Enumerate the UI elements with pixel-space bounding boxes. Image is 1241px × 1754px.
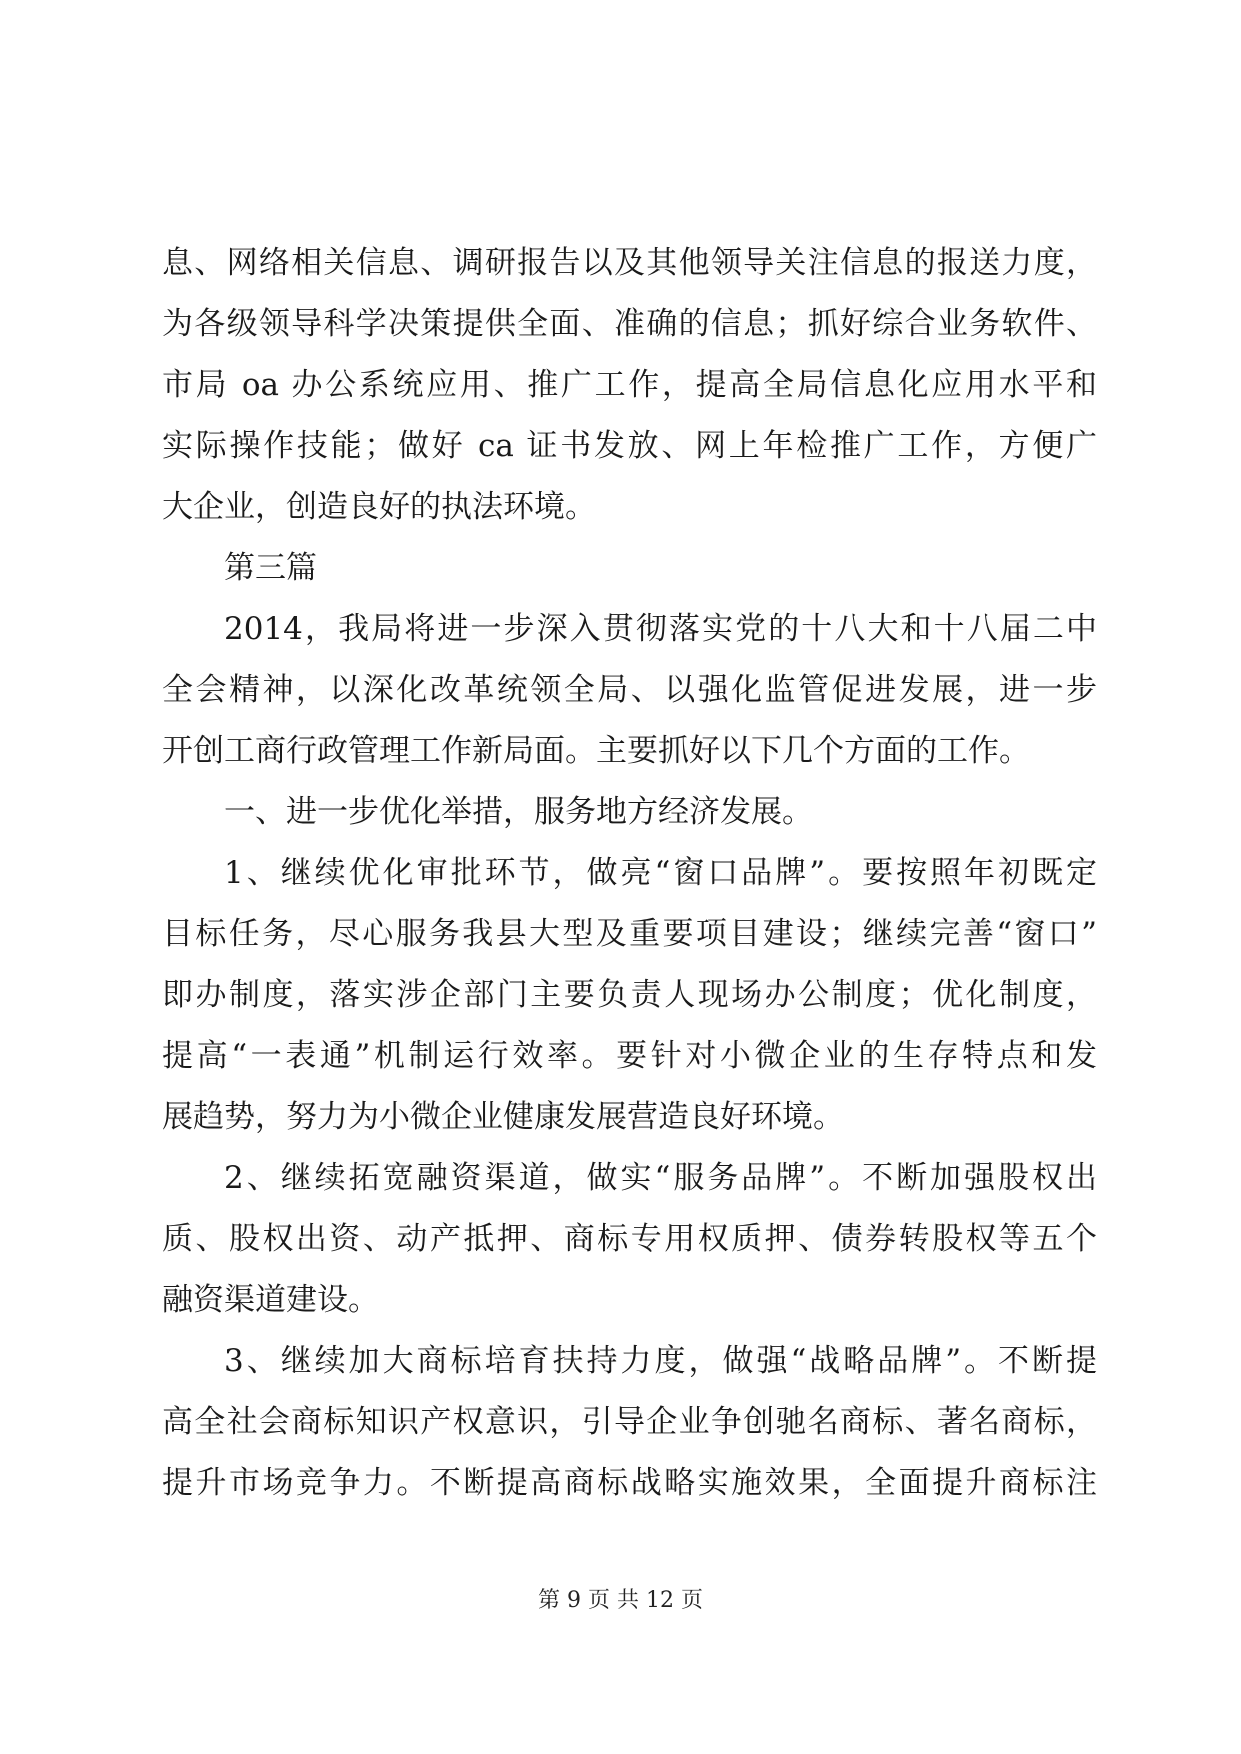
paragraph-line: 全会精神，以深化改革统领全局、以强化监管促进发展，进一步 <box>162 672 1097 708</box>
paragraph-line: 息、网络相关信息、调研报告以及其他领导关注信息的报送力度， <box>162 245 1097 281</box>
paragraph-line: 提高“一表通”机制运行效率。要针对小微企业的生存特点和发 <box>162 1038 1097 1074</box>
paragraph-line: 大企业，创造良好的执法环境。 <box>162 489 596 525</box>
paragraph-line: 1、继续优化审批环节，做亮“窗口品牌”。要按照年初既定 <box>224 855 1097 891</box>
paragraph-line: 实际操作技能；做好 ca 证书发放、网上年检推广工作，方便广 <box>162 428 1097 464</box>
section-heading: 第三篇 <box>224 550 317 586</box>
paragraph-line: 开创工商行政管理工作新局面。主要抓好以下几个方面的工作。 <box>162 733 1030 769</box>
body-text <box>162 233 1097 1514</box>
paragraph-line: 3、继续加大商标培育扶持力度，做强“战略品牌”。不断提 <box>224 1343 1097 1379</box>
page-footer: 第 9 页 共 12 页 <box>538 1588 703 1613</box>
paragraph-line: 融资渠道建设。 <box>162 1282 379 1318</box>
paragraph-line: 展趋势，努力为小微企业健康发展营造良好环境。 <box>162 1099 844 1135</box>
paragraph-line: 2014，我局将进一步深入贯彻落实党的十八大和十八届二中 <box>224 611 1097 647</box>
paragraph-line: 高全社会商标知识产权意识，引导企业争创驰名商标、著名商标， <box>162 1404 1097 1440</box>
paragraph-line: 为各级领导科学决策提供全面、准确的信息；抓好综合业务软件、 <box>162 306 1097 342</box>
paragraph-line: 提升市场竞争力。不断提高商标战略实施效果，全面提升商标注 <box>162 1465 1097 1501</box>
paragraph-line: 市局 oa 办公系统应用、推广工作，提高全局信息化应用水平和 <box>162 367 1097 403</box>
paragraph-line: 即办制度，落实涉企部门主要负责人现场办公制度；优化制度， <box>162 977 1097 1013</box>
paragraph-line: 目标任务，尽心服务我县大型及重要项目建设；继续完善“窗口” <box>162 916 1097 952</box>
paragraph-line: 质、股权出资、动产抵押、商标专用权质押、债券转股权等五个 <box>162 1221 1097 1257</box>
subheading: 一、进一步优化举措，服务地方经济发展。 <box>224 794 813 830</box>
paragraph-line: 2、继续拓宽融资渠道，做实“服务品牌”。不断加强股权出 <box>224 1160 1097 1196</box>
